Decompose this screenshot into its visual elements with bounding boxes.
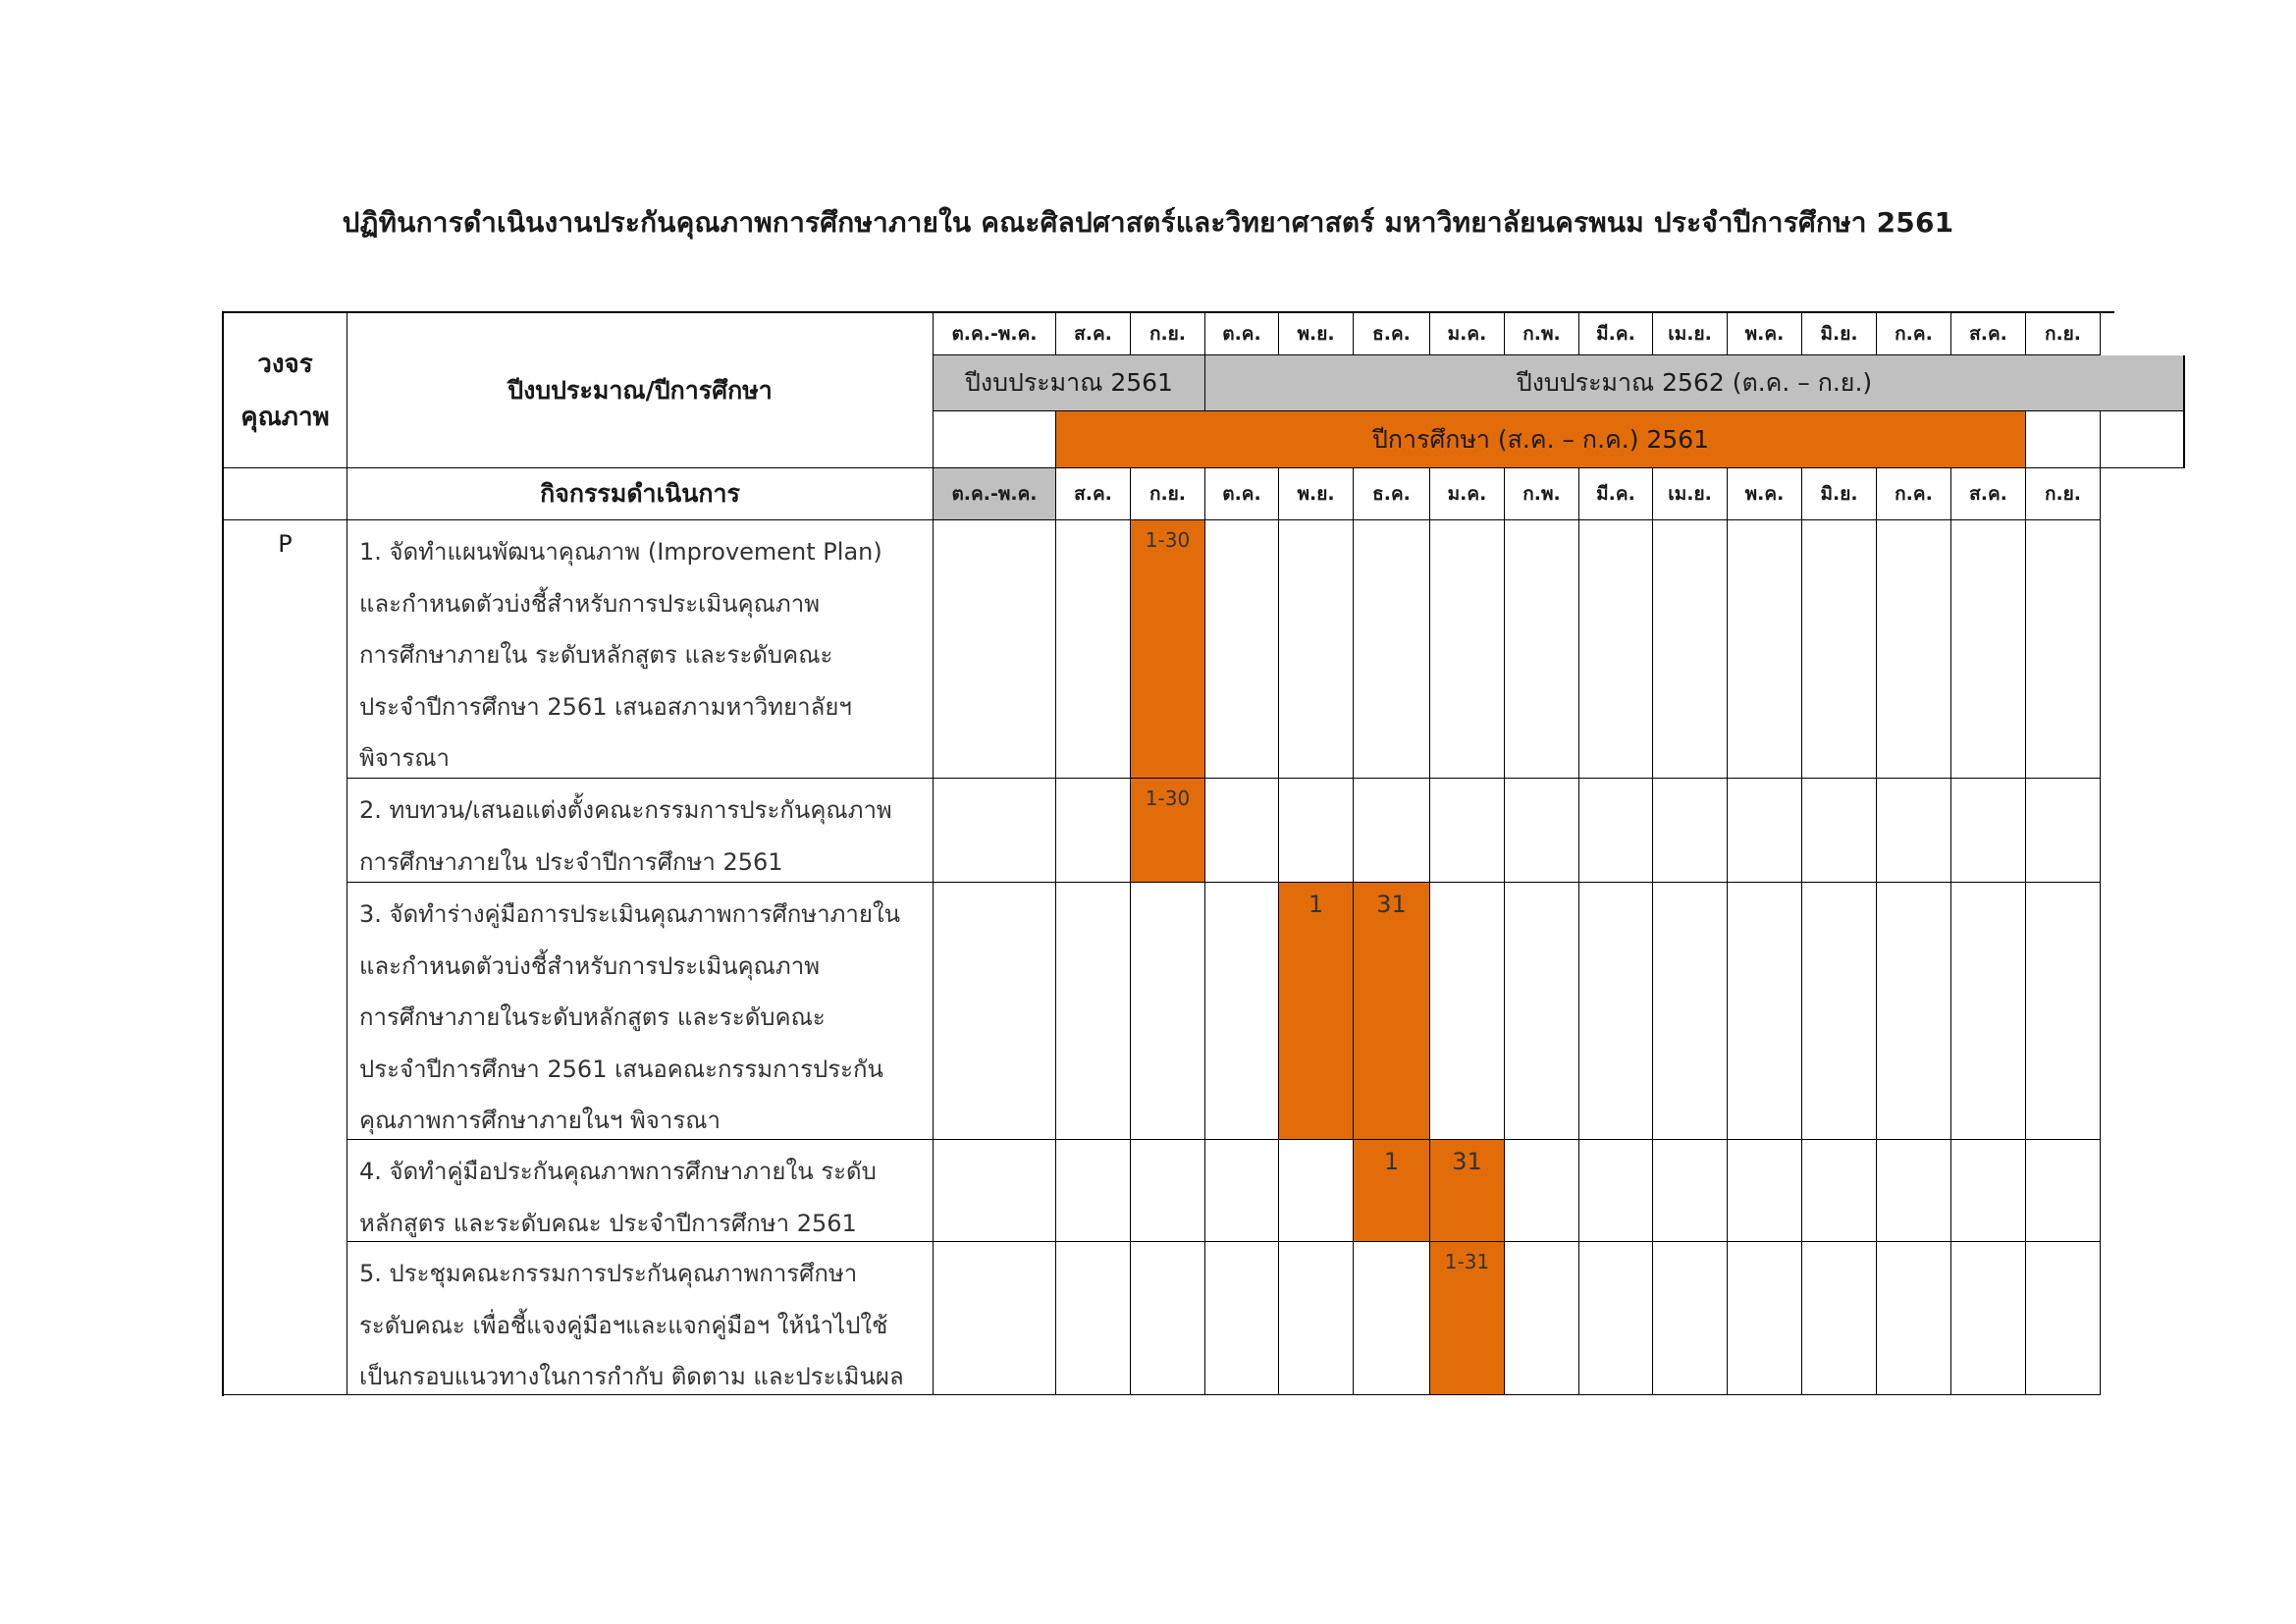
month-header: ก.ย. (1131, 313, 1205, 355)
activity-line: หลักสูตร และระดับคณะ ประจำปีการศึกษา 2561 (359, 1209, 857, 1237)
schedule-cell (1579, 779, 1653, 883)
activity-line: การศึกษาภายใน ประจำปีการศึกษา 2561 (359, 847, 783, 876)
month-header: พ.ย. (1279, 468, 1354, 520)
budget-2561: ปีงบประมาณ 2561 (934, 355, 1205, 411)
activity-line: และกำหนดตัวบ่งชี้สำหรับการประเมินคุณภาพ (359, 951, 821, 980)
month-header: ม.ค. (1430, 313, 1505, 355)
schedule-cell (934, 883, 1056, 1140)
schedule-cell (1877, 1140, 1951, 1242)
schedule-cell (1056, 520, 1131, 779)
month-header: ส.ค. (1056, 468, 1131, 520)
cycle-label-line1: วงจร (257, 349, 313, 379)
activity-line: เป็นกรอบแนวทางในการกำกับ ติดตาม และประเมินผล (359, 1363, 904, 1390)
empty-cell (224, 468, 347, 520)
academic-year-bar: ปีการศึกษา (ส.ค. – ก.ค.) 2561 (1056, 411, 2026, 468)
month-header: มี.ค. (1579, 468, 1653, 520)
schedule-cell (1728, 779, 1802, 883)
activity-header: กิจกรรมดำเนินการ (347, 468, 934, 520)
schedule-highlight: 31 (1430, 1140, 1505, 1242)
schedule-cell (1877, 779, 1951, 883)
schedule-cell (1877, 1242, 1951, 1395)
month-header: ส.ค. (1056, 313, 1131, 355)
schedule-highlight: 1 (1354, 1140, 1430, 1242)
schedule-cell (1505, 883, 1579, 1140)
empty-cell (934, 411, 1056, 468)
month-header: ส.ค. (1951, 313, 2026, 355)
schedule-highlight: 1-30 (1131, 520, 1205, 779)
activity-line: ประจำปีการศึกษา 2561 เสนอสภามหาวิทยาลัยฯ (359, 692, 852, 721)
activity-line: 5. ประชุมคณะกรรมการประกันคุณภาพการศึกษา (359, 1260, 858, 1287)
month-header: พ.ค. (1728, 468, 1802, 520)
activity-line: และกำหนดตัวบ่งชี้สำหรับการประเมินคุณภาพ (359, 589, 821, 618)
month-header: ก.พ. (1505, 313, 1579, 355)
month-header: พ.ค. (1728, 313, 1802, 355)
month-header: ส.ค. (1951, 468, 2026, 520)
month-header: มิ.ย. (1802, 313, 1877, 355)
month-header: ต.ค. (1205, 313, 1279, 355)
empty-cell (2026, 411, 2101, 468)
schedule-cell (1877, 520, 1951, 779)
schedule-cell (1205, 1140, 1279, 1242)
schedule-cell (1056, 1140, 1131, 1242)
schedule-cell (2026, 520, 2101, 779)
schedule-cell (1728, 520, 1802, 779)
schedule-cell (1279, 1242, 1354, 1395)
schedule-cell (1579, 883, 1653, 1140)
schedule-cell (1205, 883, 1279, 1140)
schedule-cell (1205, 520, 1279, 779)
schedule-cell (1430, 779, 1505, 883)
schedule-cell (1505, 520, 1579, 779)
activity-line: ระดับคณะ เพื่อชี้แจงคู่มือฯและแจกคู่มือฯ ให้นำไปใช้ (359, 1311, 888, 1339)
activity-item (347, 520, 934, 779)
month-header: ธ.ค. (1354, 313, 1430, 355)
empty-cell (2101, 411, 2185, 468)
schedule-cell (1579, 520, 1653, 779)
schedule-cell (934, 520, 1056, 779)
schedule-cell (1430, 520, 1505, 779)
month-header: มี.ค. (1579, 313, 1653, 355)
schedule-cell (1056, 1242, 1131, 1395)
month-header: ต.ค.-พ.ค. (934, 468, 1056, 520)
schedule-cell (1802, 883, 1877, 1140)
schedule-cell (2026, 779, 2101, 883)
activity-line: การศึกษาภายในระดับหลักสูตร และระดับคณะ (359, 1003, 826, 1031)
activity-item (347, 779, 934, 883)
schedule-cell (1802, 520, 1877, 779)
spacer (2101, 468, 2185, 520)
schedule-highlight: 1-31 (1430, 1242, 1505, 1395)
spacer (2101, 313, 2185, 355)
activity-line: พิจารณา (359, 744, 450, 772)
month-header: ก.ย. (2026, 313, 2101, 355)
schedule-cell (1579, 1140, 1653, 1242)
schedule-cell (1802, 1242, 1877, 1395)
activity-line: 3. จัดทำร่างคู่มือการประเมินคุณภาพการศึกษาภายใน (359, 900, 901, 928)
schedule-cell (1131, 1140, 1205, 1242)
activity-line: 4. จัดทำคู่มือประกันคุณภาพการศึกษาภายใน ระดับ (359, 1158, 877, 1185)
schedule-cell (1653, 1140, 1728, 1242)
schedule-cell (1579, 1242, 1653, 1395)
activity-line: 1. จัดทำแผนพัฒนาคุณภาพ (Improvement Plan) (359, 538, 882, 566)
schedule-cell (1131, 1242, 1205, 1395)
schedule-cell (1505, 779, 1579, 883)
activity-item (347, 1140, 934, 1242)
schedule-cell (1430, 883, 1505, 1140)
schedule-cell (1728, 1140, 1802, 1242)
month-header: มิ.ย. (1802, 468, 1877, 520)
schedule-cell (934, 779, 1056, 883)
month-header: เม.ย. (1653, 468, 1728, 520)
month-header: ก.ย. (1131, 468, 1205, 520)
activity-line: คุณภาพการศึกษาภายในฯ พิจารณา (359, 1107, 721, 1134)
activity-line: 2. ทบทวน/เสนอแต่งตั้งคณะกรรมการประกันคุณภาพ (359, 796, 892, 824)
schedule-cell (1653, 520, 1728, 779)
schedule-cell (1951, 1242, 2026, 1395)
schedule-cell (1354, 1242, 1430, 1395)
schedule-cell (2026, 883, 2101, 1140)
schedule-cell (1951, 1140, 2026, 1242)
schedule-cell (1131, 883, 1205, 1140)
schedule-cell (1354, 779, 1430, 883)
schedule-highlight: 1 (1279, 883, 1354, 1140)
schedule-cell (2026, 1140, 2101, 1242)
month-header: พ.ย. (1279, 313, 1354, 355)
schedule-cell (1802, 779, 1877, 883)
schedule-highlight: 1-30 (1131, 779, 1205, 883)
schedule-cell (1056, 883, 1131, 1140)
month-header: ก.ค. (1877, 468, 1951, 520)
schedule-cell (1205, 779, 1279, 883)
page-title: ปฏิทินการดำเนินงานประกันคุณภาพการศึกษาภายใน คณะศิลปศาสตร์และวิทยาศาสตร์ มหาวิทยาลัยนครพนม ประจำปีการศึกษา 2561 (342, 206, 1954, 239)
schedule-cell (1951, 779, 2026, 883)
month-header: ก.พ. (1505, 468, 1579, 520)
phase-label: P (224, 520, 347, 1395)
schedule-cell (1205, 1242, 1279, 1395)
schedule-cell (1505, 1140, 1579, 1242)
month-header: ม.ค. (1430, 468, 1505, 520)
activity-line: ประจำปีการศึกษา 2561 เสนอคณะกรรมการประกัน (359, 1055, 883, 1083)
schedule-cell (1951, 520, 2026, 779)
month-header: ธ.ค. (1354, 468, 1430, 520)
budget-2562: ปีงบประมาณ 2562 (ต.ค. – ก.ย.) (1205, 355, 2185, 411)
schedule-cell (1728, 1242, 1802, 1395)
schedule-cell (934, 1140, 1056, 1242)
schedule-cell (1505, 1242, 1579, 1395)
month-header: ต.ค. (1205, 468, 1279, 520)
budget-year-header: ปีงบประมาณ/ปีการศึกษา (347, 313, 934, 468)
schedule-cell (934, 1242, 1056, 1395)
schedule-cell (1951, 883, 2026, 1140)
schedule-cell (1877, 883, 1951, 1140)
schedule-cell (1354, 520, 1430, 779)
cycle-label-line2: คุณภาพ (240, 402, 330, 432)
schedule-cell (1802, 1140, 1877, 1242)
schedule-cell (1279, 520, 1354, 779)
schedule-cell (1653, 779, 1728, 883)
month-header: ก.ค. (1877, 313, 1951, 355)
calendar-table (222, 311, 2114, 1396)
schedule-cell (1279, 779, 1354, 883)
activity-line: การศึกษาภายใน ระดับหลักสูตร และระดับคณะ (359, 641, 833, 669)
cycle-header (224, 313, 347, 468)
schedule-cell (1279, 1140, 1354, 1242)
schedule-cell (1728, 883, 1802, 1140)
schedule-cell (1056, 779, 1131, 883)
schedule-cell (2026, 1242, 2101, 1395)
schedule-cell (1653, 883, 1728, 1140)
month-header: ก.ย. (2026, 468, 2101, 520)
activity-item (347, 1242, 934, 1395)
month-header: ต.ค.-พ.ค. (934, 313, 1056, 355)
month-header: เม.ย. (1653, 313, 1728, 355)
schedule-highlight: 31 (1354, 883, 1430, 1140)
schedule-cell (1653, 1242, 1728, 1395)
activity-item (347, 883, 934, 1140)
